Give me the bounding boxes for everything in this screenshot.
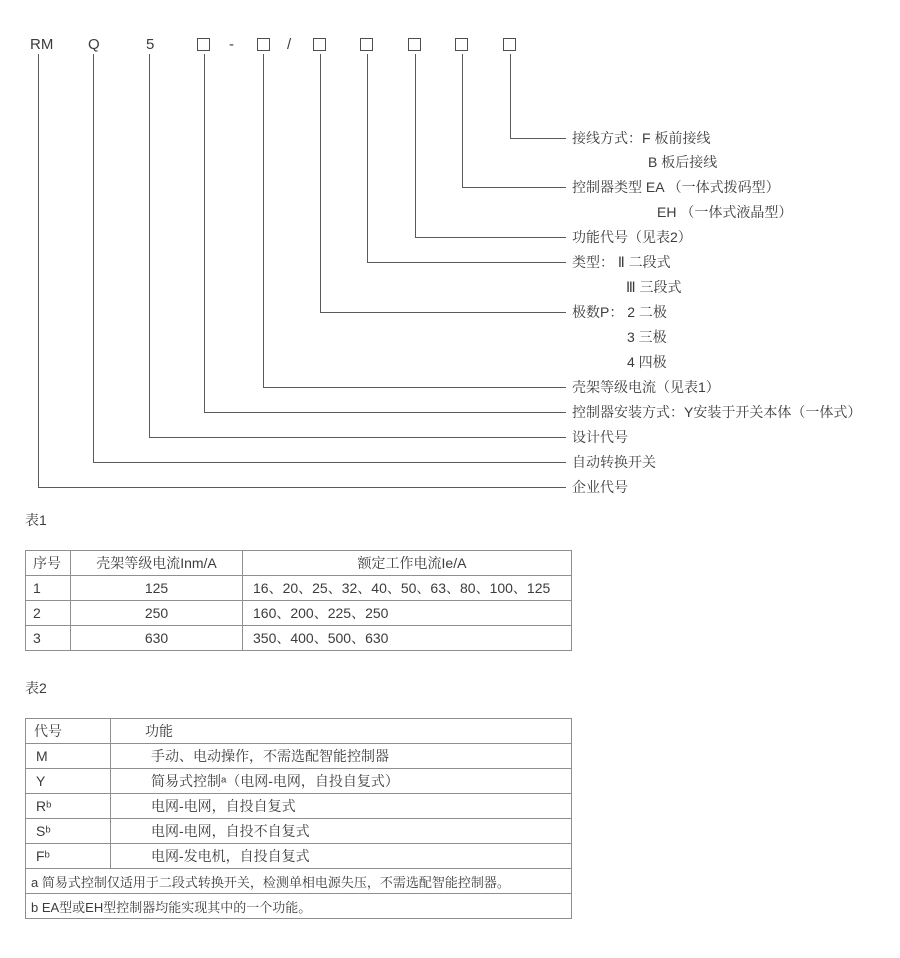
table2-header-code: 代号 xyxy=(26,719,111,744)
table-row xyxy=(26,576,572,601)
table2-header-row xyxy=(26,719,572,744)
connector-line xyxy=(149,437,566,438)
table-cell: 电网-电网，自投自复式 xyxy=(111,794,572,819)
connector-line xyxy=(149,54,150,437)
table-cell: M xyxy=(26,744,111,769)
label-type-iii: Ⅲ 三段式 xyxy=(626,279,682,295)
table2-note-row xyxy=(26,894,572,919)
label-function-code: 功能代号（见表2） xyxy=(572,229,692,245)
table-cell: 简易式控制ᵃ（电网-电网，自投自复式） xyxy=(111,769,572,794)
label-frame-current: 壳架等级电流（见表1） xyxy=(572,379,720,395)
table1-frame-current xyxy=(25,550,572,651)
label-poles-4: 4 四极 xyxy=(627,354,667,370)
label-controller-type: 控制器类型 EA （一体式拨码型） xyxy=(572,179,780,195)
connector-line xyxy=(263,54,264,387)
label-poles-3: 3 三极 xyxy=(627,329,667,345)
table-row xyxy=(26,601,572,626)
table-cell: 电网-发电机，自投自复式 xyxy=(111,844,572,869)
label-wiring-mode-b: B 板后接线 xyxy=(648,154,718,170)
connector-line xyxy=(462,54,463,187)
label-controller-type-eh: EH （一体式液晶型） xyxy=(657,204,793,220)
code-placeholder-box xyxy=(313,38,326,51)
table-row xyxy=(26,794,572,819)
table-cell: 125 xyxy=(71,576,243,601)
label-ats: 自动转换开关 xyxy=(572,454,656,470)
code-placeholder-box xyxy=(408,38,421,51)
connector-line xyxy=(38,54,39,487)
table-cell: 手动、电动操作，不需选配智能控制器 xyxy=(111,744,572,769)
table1-header-frame: 壳架等级电流Inm/A xyxy=(71,551,243,576)
table-cell: Sᵇ xyxy=(26,819,111,844)
table-cell: Y xyxy=(26,769,111,794)
label-wiring-mode: 接线方式：F 板前接线 xyxy=(572,130,711,146)
label-poles: 极数P： 2 二极 xyxy=(572,304,667,320)
table-cell: 电网-电网，自投不自复式 xyxy=(111,819,572,844)
connector-line xyxy=(367,54,368,262)
code-company: RM xyxy=(30,36,54,53)
label-type: 类型： Ⅱ 二段式 xyxy=(572,254,671,270)
table-row xyxy=(26,744,572,769)
table-cell: 250 xyxy=(71,601,243,626)
connector-line xyxy=(320,54,321,312)
table1-title: 表1 xyxy=(25,512,47,528)
table2-note-a: a 简易式控制仅适用于二段式转换开关，检测单相电源失压，不需选配智能控制器。 xyxy=(26,869,572,894)
connector-line xyxy=(204,54,205,412)
table2-note-b: b EA型或EH型控制器均能实现其中的一个功能。 xyxy=(26,894,572,919)
table-cell: 1 xyxy=(26,576,71,601)
table-row xyxy=(26,626,572,651)
connector-line xyxy=(415,54,416,237)
table-row xyxy=(26,844,572,869)
label-controller-mounting: 控制器安装方式：Y安装于开关本体（一体式） xyxy=(572,404,862,420)
table2-function-codes xyxy=(25,718,572,919)
table-cell: 350、400、500、630 xyxy=(243,626,572,651)
connector-line xyxy=(415,237,566,238)
table1-header-rated: 额定工作电流Ie/A xyxy=(243,551,572,576)
table-row xyxy=(26,819,572,844)
connector-line xyxy=(510,138,566,139)
label-design-code: 设计代号 xyxy=(572,429,628,445)
code-dash: - xyxy=(229,36,234,53)
connector-line xyxy=(462,187,566,188)
table-cell: 160、200、225、250 xyxy=(243,601,572,626)
table-cell: 2 xyxy=(26,601,71,626)
table-cell: Fᵇ xyxy=(26,844,111,869)
table2-header-function: 功能 xyxy=(111,719,572,744)
table-row xyxy=(26,769,572,794)
code-design: 5 xyxy=(146,36,155,53)
table-cell: 3 xyxy=(26,626,71,651)
table2-title: 表2 xyxy=(25,680,47,696)
table-cell: Rᵇ xyxy=(26,794,111,819)
connector-line xyxy=(367,262,566,263)
table-cell: 16、20、25、32、40、50、63、80、100、125 xyxy=(243,576,572,601)
connector-line xyxy=(204,412,566,413)
table-cell: 630 xyxy=(71,626,243,651)
code-slash: / xyxy=(287,36,292,53)
code-placeholder-box xyxy=(257,38,270,51)
connector-line xyxy=(263,387,566,388)
connector-line xyxy=(38,487,566,488)
connector-line xyxy=(93,462,566,463)
connector-line xyxy=(510,54,511,138)
label-company-code: 企业代号 xyxy=(572,479,628,495)
table1-header-index: 序号 xyxy=(26,551,71,576)
connector-line xyxy=(320,312,566,313)
code-placeholder-box xyxy=(360,38,373,51)
code-placeholder-box xyxy=(455,38,468,51)
code-placeholder-box xyxy=(503,38,516,51)
code-category: Q xyxy=(88,36,100,53)
table1-header-row xyxy=(26,551,572,576)
table2-note-row xyxy=(26,869,572,894)
code-placeholder-box xyxy=(197,38,210,51)
connector-line xyxy=(93,54,94,462)
